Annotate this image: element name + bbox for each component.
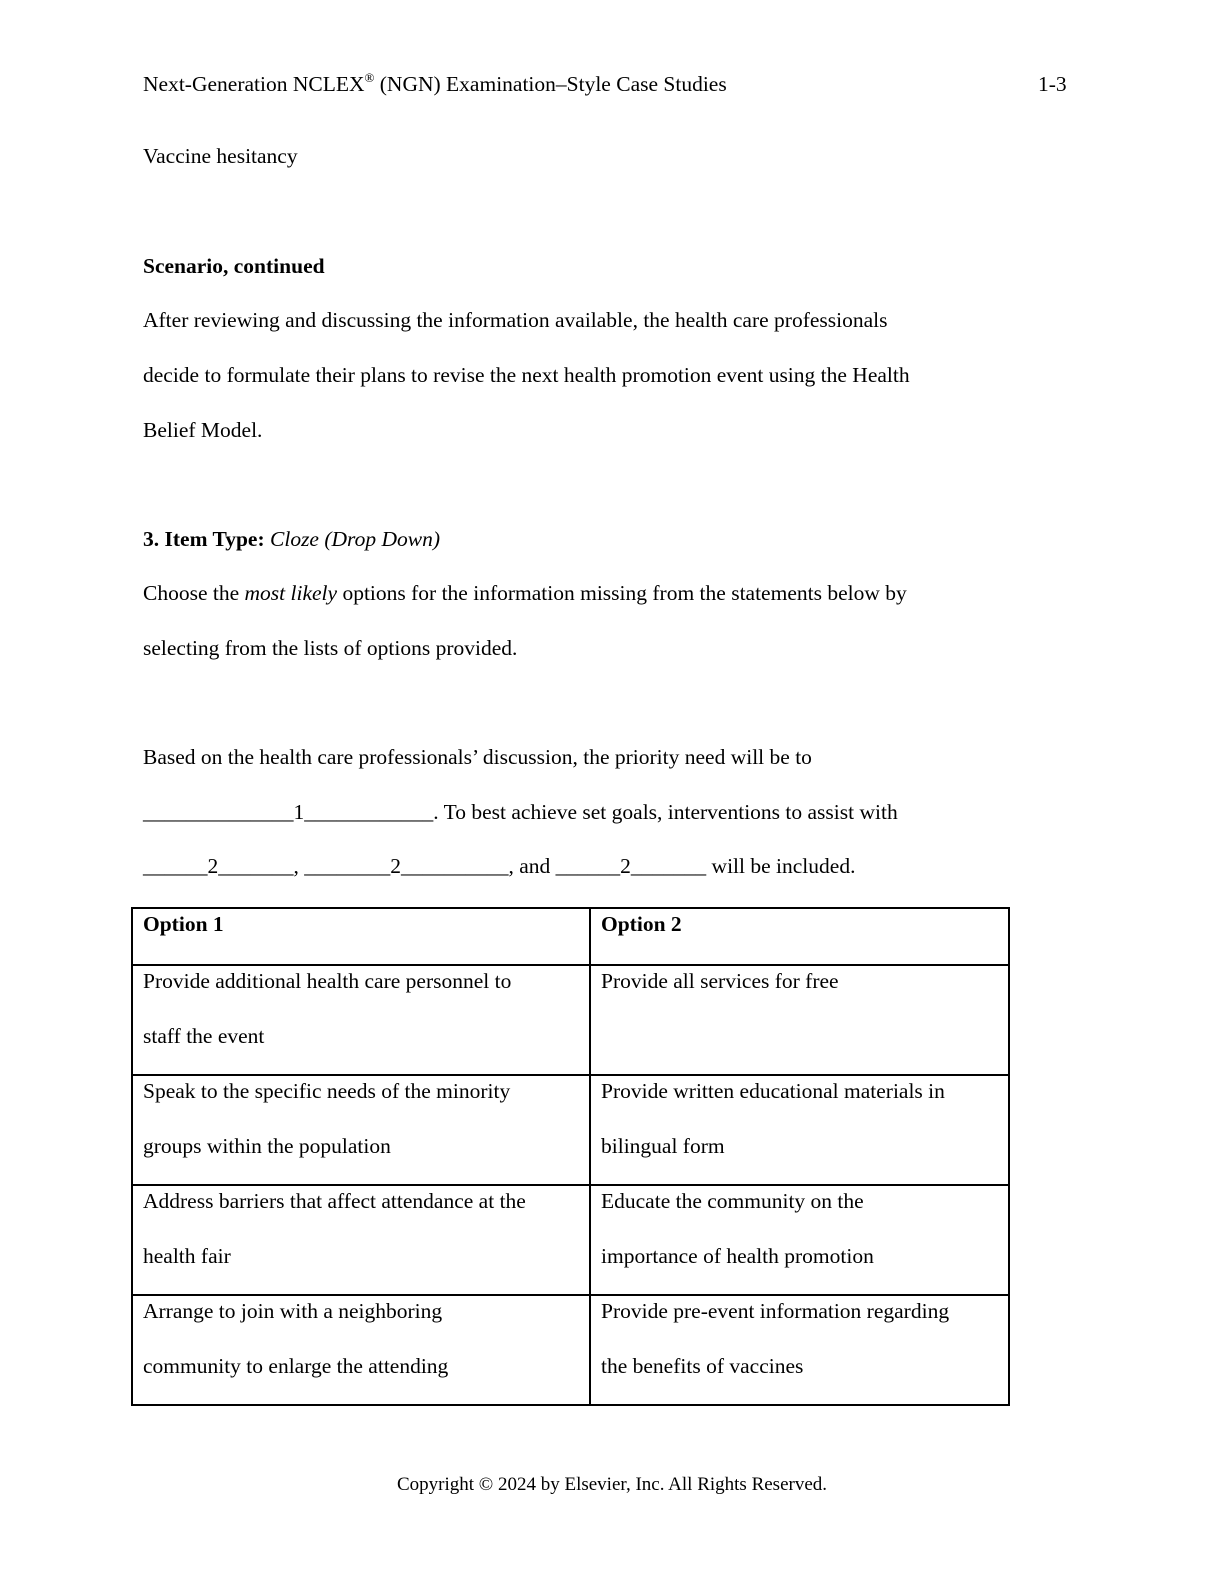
scenario-line: Belief Model. [143,418,263,442]
registered-mark: ® [364,70,375,85]
header-option-2-text: Option 2 [601,912,682,936]
option-line: groups within the population [143,1134,391,1158]
table-row [132,1075,1009,1185]
scenario-line: decide to formulate their plans to revise the next health promotion event using the Health [143,363,910,387]
option-1-text [143,1284,579,1394]
option-2-text [601,1064,998,1174]
option-line: bilingual form [601,1134,725,1158]
option-line: staff the event [143,1024,265,1048]
option-2-cell [590,1295,1009,1405]
option-line: Educate the community on the [601,1189,864,1213]
header-option-1-text: Option 1 [143,912,224,936]
instruction-post: options for the information missing from the statements below by [337,581,907,605]
scenario-heading [143,254,325,279]
topic-text: Vaccine hesitancy [143,144,298,168]
option-line: Provide all services for free [601,969,839,993]
statement-line: Based on the health care professionals’ discussion, the priority need will be to [143,745,812,769]
statement-line-blank-1: ______________1____________. To best achieve set goals, interventions to assist with [143,800,898,824]
option-2-text [601,1284,998,1394]
header-title-post: (NGN) Examination–Style Case Studies [374,72,727,96]
statement-line-blanks-2: ______2_______, ________2__________, and ______2_______ will be included. [143,854,856,878]
option-1-text [143,1174,579,1284]
option-line: Provide pre-event information regarding [601,1299,950,1323]
option-2-text [601,954,998,1009]
option-line: Speak to the specific needs of the minority [143,1079,511,1103]
options-table [131,907,1010,1406]
table-row [132,1185,1009,1295]
option-1-cell [132,1185,590,1295]
instruction-emphasis: most likely [244,581,338,605]
option-2-text [601,1174,998,1284]
instruction-line: selecting from the lists of options provided. [143,636,518,660]
scenario-heading-text: Scenario, continued [143,254,325,278]
option-line: community to enlarge the attending [143,1354,449,1378]
copyright-footer: Copyright © 2024 by Elsevier, Inc. All Rights Reserved. [396,1474,828,1495]
option-1-text [143,954,579,1064]
option-line: Arrange to join with a neighboring [143,1299,443,1323]
table-row [132,1295,1009,1405]
option-1-cell [132,1295,590,1405]
option-2-cell [590,965,1009,1075]
option-2-cell [590,1185,1009,1295]
option-1-cell [132,965,590,1075]
instruction-pre: Choose the [143,581,245,605]
instruction-line [143,581,907,606]
option-1-cell [132,1075,590,1185]
option-2-cell [590,1075,1009,1185]
table-row [132,965,1009,1075]
scenario-line: After reviewing and discussing the information available, the health care professionals [143,308,888,332]
item-number-label: 3. Item Type: [143,527,265,551]
header-title-pre: Next-Generation NCLEX [143,72,365,96]
option-line: the benefits of vaccines [601,1354,804,1378]
item-type: Cloze (Drop Down) [270,527,441,551]
option-1-text [143,1064,579,1174]
option-line: Address barriers that affect attendance at the [143,1189,526,1213]
running-header-title [143,72,727,97]
option-line: importance of health promotion [601,1244,874,1268]
option-line: Provide additional health care personnel to [143,969,512,993]
item-type-heading [143,527,440,552]
page-number: 1-3 [1038,72,1067,96]
option-line: Provide written educational materials in [601,1079,945,1103]
option-line: health fair [143,1244,231,1268]
